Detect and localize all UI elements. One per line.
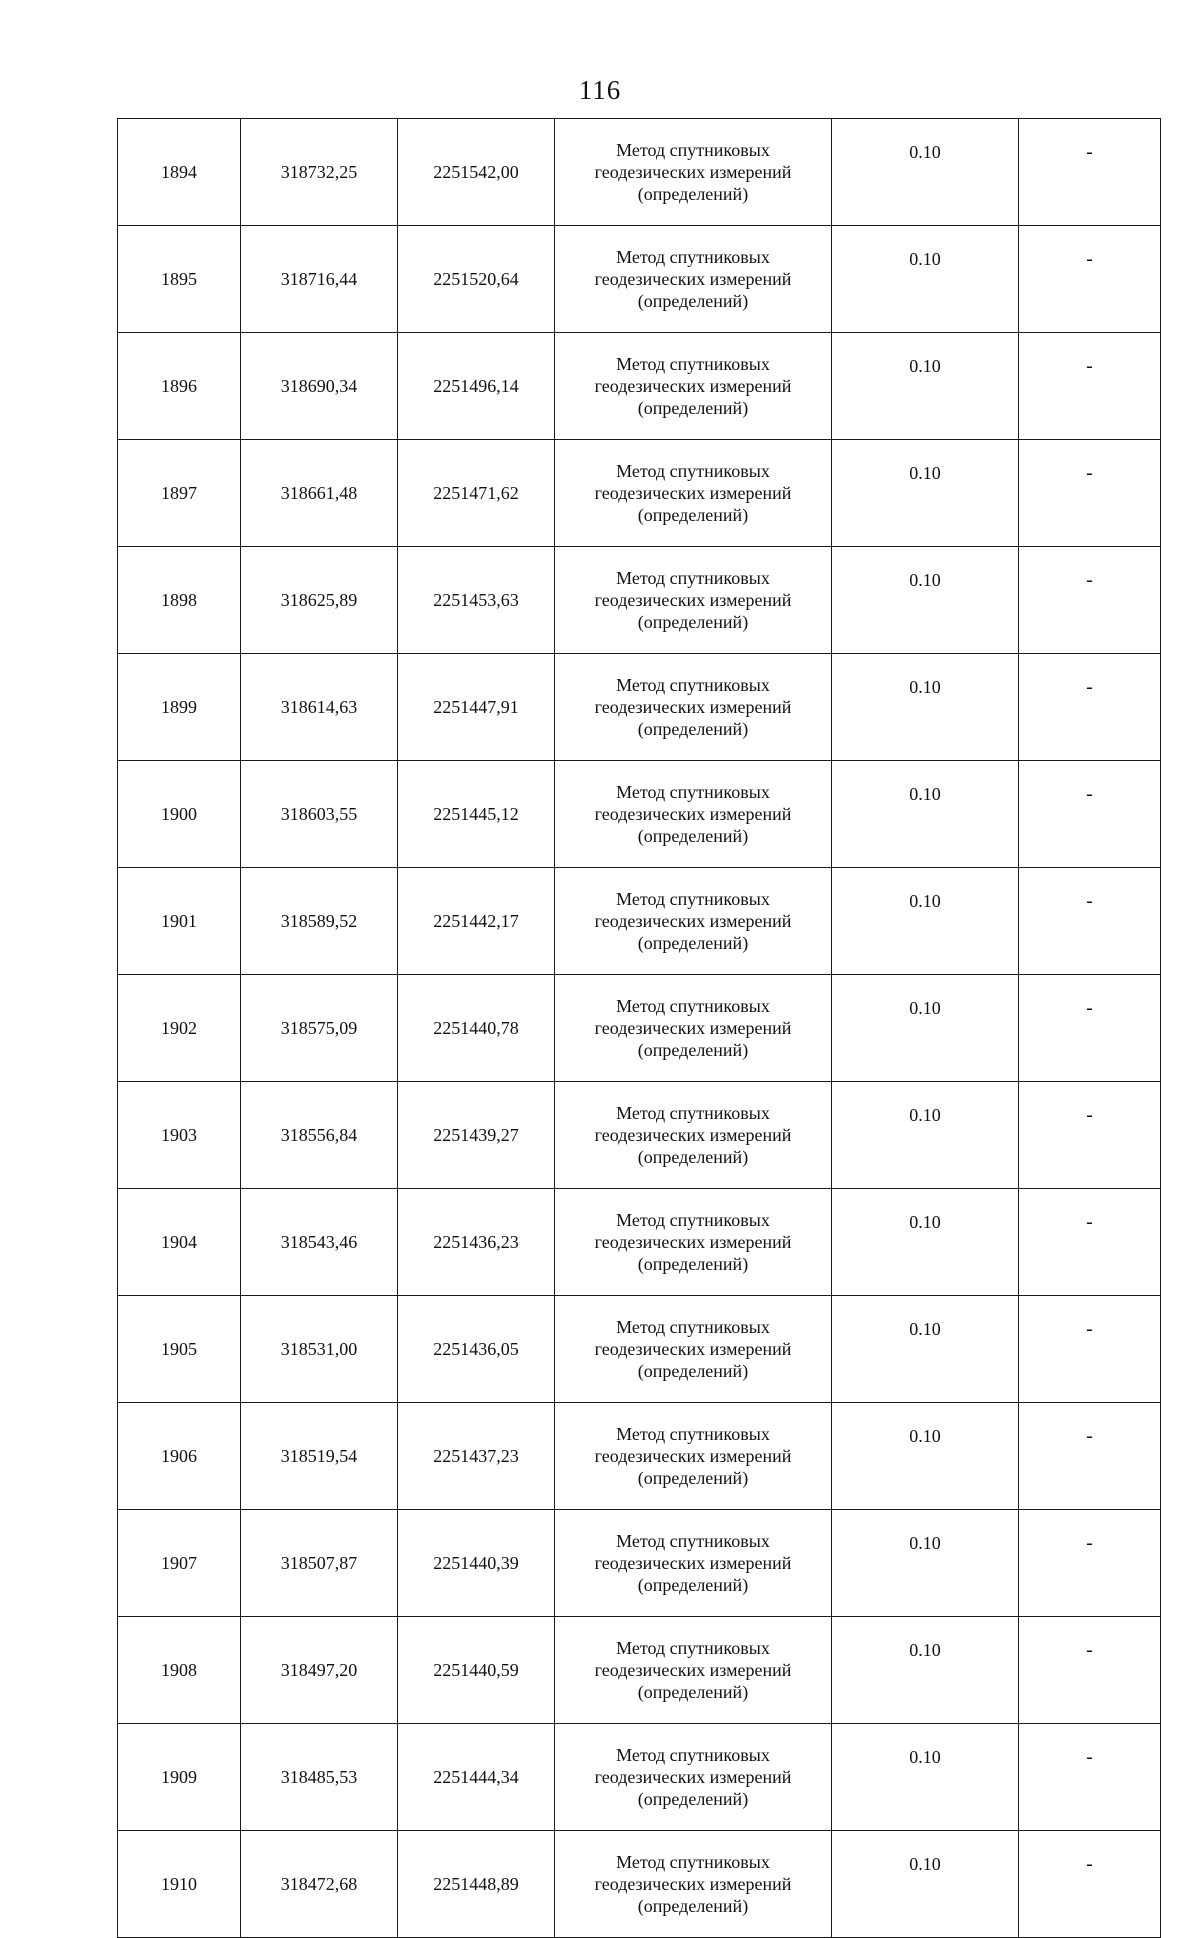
- point-number-cell: 1901: [118, 868, 241, 975]
- method-line: Метод спутниковых: [616, 1638, 770, 1658]
- accuracy-cell: 0.10: [832, 1510, 1019, 1617]
- accuracy-cell: 0.10: [832, 547, 1019, 654]
- y-coordinate-cell: 2251440,39: [398, 1510, 555, 1617]
- x-coordinate-cell: 318614,63: [241, 654, 398, 761]
- x-coordinate-cell: 318661,48: [241, 440, 398, 547]
- table-row: [118, 547, 1161, 654]
- point-number-cell: 1900: [118, 761, 241, 868]
- x-coordinate-cell: 318543,46: [241, 1189, 398, 1296]
- note-value: -: [1086, 569, 1093, 591]
- y-coordinate-cell: 2251542,00: [398, 119, 555, 226]
- note-value: -: [1086, 997, 1093, 1019]
- method-line: Метод спутниковых: [616, 1424, 770, 1444]
- method-line: геодезических измерений: [594, 1767, 792, 1787]
- method-line: геодезических измерений: [594, 269, 792, 289]
- table-row: [118, 226, 1161, 333]
- table-row: [118, 119, 1161, 226]
- table-row: [118, 1724, 1161, 1831]
- x-coordinate-cell: 318519,54: [241, 1403, 398, 1510]
- method-cell: [555, 1082, 832, 1189]
- method-line: геодезических измерений: [594, 1446, 792, 1466]
- accuracy-cell: 0.10: [832, 1082, 1019, 1189]
- note-cell: [1019, 1617, 1161, 1724]
- accuracy-cell: 0.10: [832, 333, 1019, 440]
- point-number-cell: 1905: [118, 1296, 241, 1403]
- y-coordinate-cell: 2251453,63: [398, 547, 555, 654]
- method-line: геодезических измерений: [594, 1018, 792, 1038]
- y-coordinate-cell: 2251447,91: [398, 654, 555, 761]
- note-value: -: [1086, 1853, 1093, 1875]
- method-line: Метод спутниковых: [616, 247, 770, 267]
- y-coordinate-cell: 2251444,34: [398, 1724, 555, 1831]
- point-number-cell: 1910: [118, 1831, 241, 1938]
- method-cell: [555, 1510, 832, 1617]
- method-cell: [555, 440, 832, 547]
- note-cell: [1019, 761, 1161, 868]
- note-value: -: [1086, 676, 1093, 698]
- x-coordinate-cell: 318625,89: [241, 547, 398, 654]
- note-value: -: [1086, 1746, 1093, 1768]
- point-number-cell: 1897: [118, 440, 241, 547]
- page-number: 116: [578, 75, 622, 105]
- note-cell: [1019, 1189, 1161, 1296]
- table-row: [118, 1403, 1161, 1510]
- note-value: -: [1086, 890, 1093, 912]
- point-number-cell: 1907: [118, 1510, 241, 1617]
- y-coordinate-cell: 2251496,14: [398, 333, 555, 440]
- note-cell: [1019, 1403, 1161, 1510]
- point-number-cell: 1903: [118, 1082, 241, 1189]
- point-number-cell: 1906: [118, 1403, 241, 1510]
- x-coordinate-cell: 318589,52: [241, 868, 398, 975]
- method-line: Метод спутниковых: [616, 996, 770, 1016]
- method-cell: [555, 1296, 832, 1403]
- note-cell: [1019, 654, 1161, 761]
- accuracy-cell: 0.10: [832, 654, 1019, 761]
- point-number-cell: 1904: [118, 1189, 241, 1296]
- method-line: геодезических измерений: [594, 804, 792, 824]
- point-number-cell: 1902: [118, 975, 241, 1082]
- note-value: -: [1086, 1211, 1093, 1233]
- accuracy-cell: 0.10: [832, 1189, 1019, 1296]
- coordinates-table-body: [118, 119, 1161, 1938]
- point-number-cell: 1896: [118, 333, 241, 440]
- method-line: Метод спутниковых: [616, 354, 770, 374]
- y-coordinate-cell: 2251440,59: [398, 1617, 555, 1724]
- note-value: -: [1086, 141, 1093, 163]
- method-line: Метод спутниковых: [616, 461, 770, 481]
- method-line: Метод спутниковых: [616, 1103, 770, 1123]
- method-line: Метод спутниковых: [616, 568, 770, 588]
- method-line: (определений): [637, 612, 749, 632]
- note-cell: [1019, 547, 1161, 654]
- method-line: Метод спутниковых: [616, 1852, 770, 1872]
- table-row: [118, 440, 1161, 547]
- method-line: геодезических измерений: [594, 1553, 792, 1573]
- table-row: [118, 1082, 1161, 1189]
- x-coordinate-cell: 318716,44: [241, 226, 398, 333]
- method-cell: [555, 1617, 832, 1724]
- method-cell: [555, 761, 832, 868]
- method-line: Метод спутниковых: [616, 782, 770, 802]
- x-coordinate-cell: 318485,53: [241, 1724, 398, 1831]
- y-coordinate-cell: 2251445,12: [398, 761, 555, 868]
- method-line: Метод спутниковых: [616, 1210, 770, 1230]
- method-cell: [555, 1403, 832, 1510]
- y-coordinate-cell: 2251436,23: [398, 1189, 555, 1296]
- method-line: (определений): [637, 1468, 749, 1488]
- method-line: (определений): [637, 291, 749, 311]
- accuracy-cell: 0.10: [832, 975, 1019, 1082]
- method-line: (определений): [637, 1040, 749, 1060]
- point-number-cell: 1908: [118, 1617, 241, 1724]
- x-coordinate-cell: 318732,25: [241, 119, 398, 226]
- table-row: [118, 1296, 1161, 1403]
- method-line: (определений): [637, 1147, 749, 1167]
- y-coordinate-cell: 2251439,27: [398, 1082, 555, 1189]
- method-cell: [555, 333, 832, 440]
- note-cell: [1019, 226, 1161, 333]
- point-number-cell: 1898: [118, 547, 241, 654]
- y-coordinate-cell: 2251440,78: [398, 975, 555, 1082]
- accuracy-cell: 0.10: [832, 1724, 1019, 1831]
- method-cell: [555, 1189, 832, 1296]
- x-coordinate-cell: 318575,09: [241, 975, 398, 1082]
- x-coordinate-cell: 318472,68: [241, 1831, 398, 1938]
- note-value: -: [1086, 355, 1093, 377]
- method-cell: [555, 1831, 832, 1938]
- method-line: (определений): [637, 1575, 749, 1595]
- note-cell: [1019, 1724, 1161, 1831]
- method-line: геодезических измерений: [594, 1125, 792, 1145]
- table-row: [118, 761, 1161, 868]
- note-value: -: [1086, 248, 1093, 270]
- note-cell: [1019, 1082, 1161, 1189]
- method-line: Метод спутниковых: [616, 1317, 770, 1337]
- note-cell: [1019, 440, 1161, 547]
- method-line: Метод спутниковых: [616, 140, 770, 160]
- y-coordinate-cell: 2251448,89: [398, 1831, 555, 1938]
- accuracy-cell: 0.10: [832, 761, 1019, 868]
- note-value: -: [1086, 1532, 1093, 1554]
- accuracy-cell: 0.10: [832, 119, 1019, 226]
- y-coordinate-cell: 2251442,17: [398, 868, 555, 975]
- accuracy-cell: 0.10: [832, 226, 1019, 333]
- method-cell: [555, 119, 832, 226]
- note-value: -: [1086, 1104, 1093, 1126]
- method-line: геодезических измерений: [594, 1232, 792, 1252]
- method-line: (определений): [637, 184, 749, 204]
- point-number-cell: 1909: [118, 1724, 241, 1831]
- method-line: геодезических измерений: [594, 911, 792, 931]
- method-line: геодезических измерений: [594, 483, 792, 503]
- note-cell: [1019, 1296, 1161, 1403]
- accuracy-cell: 0.10: [832, 1617, 1019, 1724]
- method-line: (определений): [637, 505, 749, 525]
- table-row: [118, 1831, 1161, 1938]
- accuracy-cell: 0.10: [832, 1296, 1019, 1403]
- point-number-cell: 1894: [118, 119, 241, 226]
- table-row: [118, 1510, 1161, 1617]
- x-coordinate-cell: 318531,00: [241, 1296, 398, 1403]
- method-line: Метод спутниковых: [616, 1745, 770, 1765]
- method-line: Метод спутниковых: [616, 675, 770, 695]
- note-cell: [1019, 868, 1161, 975]
- method-line: (определений): [637, 826, 749, 846]
- note-cell: [1019, 1510, 1161, 1617]
- method-line: геодезических измерений: [594, 1339, 792, 1359]
- y-coordinate-cell: 2251520,64: [398, 226, 555, 333]
- method-line: (определений): [637, 1682, 749, 1702]
- method-cell: [555, 868, 832, 975]
- x-coordinate-cell: 318497,20: [241, 1617, 398, 1724]
- method-cell: [555, 654, 832, 761]
- note-value: -: [1086, 1318, 1093, 1340]
- table-row: [118, 1189, 1161, 1296]
- accuracy-cell: 0.10: [832, 440, 1019, 547]
- table-row: [118, 975, 1161, 1082]
- method-line: Метод спутниковых: [616, 1531, 770, 1551]
- method-line: геодезических измерений: [594, 697, 792, 717]
- y-coordinate-cell: 2251437,23: [398, 1403, 555, 1510]
- method-line: геодезических измерений: [594, 1660, 792, 1680]
- table-row: [118, 654, 1161, 761]
- method-line: (определений): [637, 1254, 749, 1274]
- y-coordinate-cell: 2251471,62: [398, 440, 555, 547]
- y-coordinate-cell: 2251436,05: [398, 1296, 555, 1403]
- method-cell: [555, 226, 832, 333]
- method-line: геодезических измерений: [594, 590, 792, 610]
- method-line: (определений): [637, 933, 749, 953]
- method-line: (определений): [637, 1789, 749, 1809]
- method-cell: [555, 547, 832, 654]
- accuracy-cell: 0.10: [832, 1831, 1019, 1938]
- method-line: геодезических измерений: [594, 376, 792, 396]
- accuracy-cell: 0.10: [832, 1403, 1019, 1510]
- point-number-cell: 1899: [118, 654, 241, 761]
- method-line: геодезических измерений: [594, 1874, 792, 1894]
- note-cell: [1019, 1831, 1161, 1938]
- method-line: (определений): [637, 719, 749, 739]
- note-cell: [1019, 333, 1161, 440]
- accuracy-cell: 0.10: [832, 868, 1019, 975]
- note-cell: [1019, 975, 1161, 1082]
- method-line: Метод спутниковых: [616, 889, 770, 909]
- point-number-cell: 1895: [118, 226, 241, 333]
- table-row: [118, 868, 1161, 975]
- method-cell: [555, 975, 832, 1082]
- x-coordinate-cell: 318690,34: [241, 333, 398, 440]
- method-line: (определений): [637, 1896, 749, 1916]
- method-line: (определений): [637, 1361, 749, 1381]
- table-row: [118, 333, 1161, 440]
- note-value: -: [1086, 1425, 1093, 1447]
- x-coordinate-cell: 318556,84: [241, 1082, 398, 1189]
- note-value: -: [1086, 462, 1093, 484]
- x-coordinate-cell: 318603,55: [241, 761, 398, 868]
- note-value: -: [1086, 1639, 1093, 1661]
- note-cell: [1019, 119, 1161, 226]
- x-coordinate-cell: 318507,87: [241, 1510, 398, 1617]
- coordinates-table: [117, 118, 1161, 1938]
- note-value: -: [1086, 783, 1093, 805]
- method-line: (определений): [637, 398, 749, 418]
- table-row: [118, 1617, 1161, 1724]
- method-cell: [555, 1724, 832, 1831]
- method-line: геодезических измерений: [594, 162, 792, 182]
